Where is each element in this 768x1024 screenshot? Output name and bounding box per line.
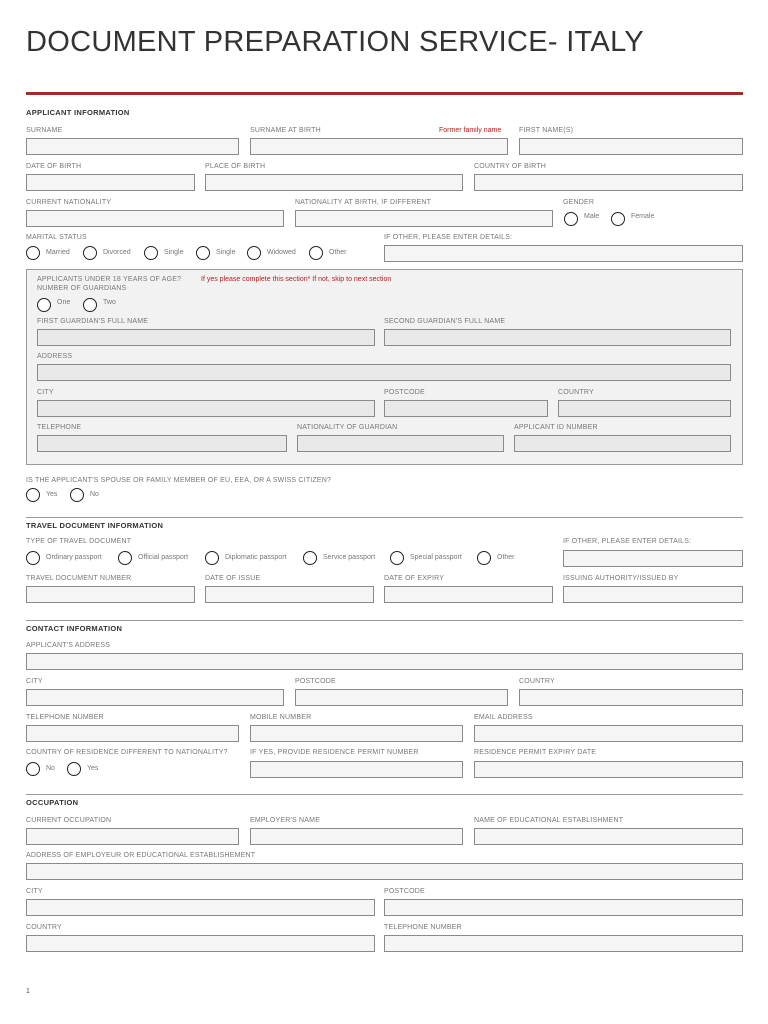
diplomatic-passport-label: Diplomatic passport [225, 554, 287, 561]
occupation-country-label: COUNTRY [26, 924, 62, 931]
section-divider [26, 620, 743, 621]
travel-other-label: Other [497, 554, 515, 561]
spouse-no-radio[interactable] [70, 488, 84, 502]
marital-widowed-radio[interactable] [247, 246, 261, 260]
surname-at-birth-field[interactable] [250, 138, 508, 155]
residence-no-label: No [46, 765, 55, 772]
special-passport-radio[interactable] [390, 551, 404, 565]
date-of-birth-field[interactable] [26, 174, 195, 191]
permit-expiry-label: RESIDENCE PERMIT EXPIRY DATE [474, 749, 597, 756]
mobile-field[interactable] [250, 725, 463, 742]
service-passport-label: Service passport [323, 554, 376, 561]
applicant-address-label: APPLICANT'S ADDRESS [26, 642, 111, 649]
guardian-postcode-field[interactable] [384, 400, 548, 417]
official-passport-label: Official passport [138, 554, 189, 561]
marital-single-label: Single [164, 249, 184, 256]
guardians-one-label: One [57, 299, 71, 306]
issuing-authority-label: ISSUING AUTHORITY/ISSUED BY [563, 575, 679, 582]
education-name-label: NAME OF EDUCATIONAL ESTABLISHMENT [474, 817, 624, 824]
surname-at-birth-label: SURNAME AT BIRTH [250, 127, 321, 134]
travel-doc-number-label: TRAVEL DOCUMENT NUMBER [26, 575, 132, 582]
first-names-field[interactable] [519, 138, 743, 155]
under-18-note: If yes please complete this section* If not, skip to next section [201, 276, 392, 283]
gender-male-label: Male [584, 213, 600, 220]
residence-no-radio[interactable] [26, 762, 40, 776]
guardian-address-label: ADDRESS [37, 353, 73, 360]
contact-postcode-label: POSTCODE [295, 678, 336, 685]
guardians-one-radio[interactable] [37, 298, 51, 312]
gender-male-radio[interactable] [564, 212, 578, 226]
second-guardian-label: SECOND GUARDIAN'S FULL NAME [384, 318, 506, 325]
under-18-label: APPLICANTS UNDER 18 YEARS OF AGE? [37, 276, 182, 283]
section-heading-occupation: OCCUPATION [26, 798, 79, 807]
section-divider [26, 517, 743, 518]
residence-question-label: COUNTRY OF RESIDENCE DIFFERENT TO NATIONALITY? [26, 749, 228, 756]
travel-doc-type-label: TYPE OF TRAVEL DOCUMENT [26, 538, 132, 545]
spouse-yes-radio[interactable] [26, 488, 40, 502]
marital-married-radio[interactable] [26, 246, 40, 260]
travel-other-details-label: IF OTHER, PLEASE ENTER DETAILS: [563, 538, 692, 545]
marital-other-details-field[interactable] [384, 245, 743, 262]
occupation-city-label: CITY [26, 888, 43, 895]
page-title: DOCUMENT PREPARATION SERVICE- ITALY [26, 26, 644, 58]
permit-expiry-field[interactable] [474, 761, 743, 778]
country-of-birth-label: COUNTRY OF BIRTH [474, 163, 547, 170]
first-guardian-label: FIRST GUARDIAN'S FULL NAME [37, 318, 149, 325]
marital-widowed-label: Widowed [267, 249, 296, 256]
occupation-country-field[interactable] [26, 935, 375, 952]
applicant-id-label: APPLICANT ID NUMBER [514, 424, 598, 431]
guardians-two-label: Two [103, 299, 116, 306]
marital-single-2-radio[interactable] [196, 246, 210, 260]
travel-other-radio[interactable] [477, 551, 491, 565]
spouse-yes-label: Yes [46, 491, 58, 498]
current-nationality-field[interactable] [26, 210, 284, 227]
telephone-field[interactable] [26, 725, 239, 742]
diplomatic-passport-radio[interactable] [205, 551, 219, 565]
marital-divorced-label: Divorced [103, 249, 131, 256]
marital-married-label: Married [46, 249, 70, 256]
former-family-name-note: Former family name [439, 127, 502, 134]
gender-female-radio[interactable] [611, 212, 625, 226]
guardian-nationality-field[interactable] [297, 435, 504, 452]
guardians-two-radio[interactable] [83, 298, 97, 312]
education-name-field[interactable] [474, 828, 743, 845]
employer-name-field[interactable] [250, 828, 463, 845]
guardian-address-field[interactable] [37, 364, 731, 381]
current-occupation-field[interactable] [26, 828, 239, 845]
occupation-city-field[interactable] [26, 899, 375, 916]
ordinary-passport-label: Ordinary passport [46, 554, 102, 561]
email-label: EMAIL ADDRESS [474, 714, 533, 721]
country-of-birth-field[interactable] [474, 174, 743, 191]
residence-yes-label: Yes [87, 765, 99, 772]
section-heading-travel: TRAVEL DOCUMENT INFORMATION [26, 521, 164, 530]
contact-city-label: CITY [26, 678, 43, 685]
gender-female-label: Female [631, 213, 655, 220]
date-of-expiry-label: DATE OF EXPIRY [384, 575, 445, 582]
surname-label: SURNAME [26, 127, 63, 134]
nationality-at-birth-field[interactable] [295, 210, 553, 227]
applicant-id-field[interactable] [514, 435, 731, 452]
section-heading-contact: CONTACT INFORMATION [26, 624, 123, 633]
email-field[interactable] [474, 725, 743, 742]
special-passport-label: Special passport [410, 554, 462, 561]
place-of-birth-field[interactable] [205, 174, 463, 191]
employer-name-label: EMPLOYER'S NAME [250, 817, 321, 824]
spouse-eu-question: IS THE APPLICANT'S SPOUSE OR FAMILY MEMBER OF EU, EEA, OR A SWISS CITIZEN? [26, 477, 332, 484]
guardian-country-label: COUNTRY [558, 389, 594, 396]
guardian-telephone-field[interactable] [37, 435, 287, 452]
second-guardian-field[interactable] [384, 329, 731, 346]
section-heading-applicant: APPLICANT INFORMATION [26, 108, 130, 117]
guardian-city-field[interactable] [37, 400, 375, 417]
number-of-guardians-label: NUMBER OF GUARDIANS [37, 285, 127, 292]
date-of-issue-field[interactable] [205, 586, 374, 603]
mobile-label: MOBILE NUMBER [250, 714, 312, 721]
travel-doc-number-field[interactable] [26, 586, 195, 603]
spouse-no-label: No [90, 491, 99, 498]
marital-other-radio[interactable] [309, 246, 323, 260]
travel-other-details-field[interactable] [563, 550, 743, 567]
occupation-telephone-label: TELEPHONE NUMBER [384, 924, 462, 931]
guardian-city-label: CITY [37, 389, 54, 396]
place-of-birth-label: PLACE OF BIRTH [205, 163, 266, 170]
official-passport-radio[interactable] [118, 551, 132, 565]
marital-other-label: Other [329, 249, 347, 256]
ordinary-passport-radio[interactable] [26, 551, 40, 565]
nationality-at-birth-label: NATIONALITY AT BIRTH, IF DIFFERENT [295, 199, 432, 206]
guardian-telephone-label: TELEPHONE [37, 424, 82, 431]
guardian-country-field[interactable] [558, 400, 731, 417]
marital-single-2-label: Single [216, 249, 236, 256]
gender-label: GENDER [563, 199, 595, 206]
first-guardian-field[interactable] [37, 329, 375, 346]
marital-divorced-radio[interactable] [83, 246, 97, 260]
applicant-address-field[interactable] [26, 653, 743, 670]
page-number: 1 [26, 988, 30, 995]
contact-postcode-field[interactable] [295, 689, 508, 706]
current-nationality-label: CURRENT NATIONALITY [26, 199, 112, 206]
contact-country-field[interactable] [519, 689, 743, 706]
first-names-label: FIRST NAME(S) [519, 127, 574, 134]
occupation-telephone-field[interactable] [384, 935, 743, 952]
employer-address-label: ADDRESS OF EMPLOYEUR OR EDUCATIONAL ESTABLISHEMENT [26, 852, 256, 859]
guardian-nationality-label: NATIONALITY OF GUARDIAN [297, 424, 398, 431]
surname-field[interactable] [26, 138, 239, 155]
permit-number-field[interactable] [250, 761, 463, 778]
current-occupation-label: CURRENT OCCUPATION [26, 817, 112, 824]
date-of-birth-label: DATE OF BIRTH [26, 163, 82, 170]
employer-address-field[interactable] [26, 863, 743, 880]
occupation-postcode-label: POSTCODE [384, 888, 425, 895]
title-underline [26, 92, 743, 95]
contact-city-field[interactable] [26, 689, 284, 706]
residence-yes-radio[interactable] [67, 762, 81, 776]
marital-status-label: MARITAL STATUS [26, 234, 87, 241]
occupation-postcode-field[interactable] [384, 899, 743, 916]
section-divider [26, 794, 743, 795]
date-of-issue-label: DATE OF ISSUE [205, 575, 261, 582]
contact-country-label: COUNTRY [519, 678, 555, 685]
date-of-expiry-field[interactable] [384, 586, 553, 603]
marital-single-radio[interactable] [144, 246, 158, 260]
permit-number-label: IF YES, PROVIDE RESIDENCE PERMIT NUMBER [250, 749, 419, 756]
issuing-authority-field[interactable] [563, 586, 743, 603]
guardian-postcode-label: POSTCODE [384, 389, 425, 396]
telephone-label: TELEPHONE NUMBER [26, 714, 104, 721]
service-passport-radio[interactable] [303, 551, 317, 565]
marital-other-details-label: IF OTHER, PLEASE ENTER DETAILS: [384, 234, 513, 241]
